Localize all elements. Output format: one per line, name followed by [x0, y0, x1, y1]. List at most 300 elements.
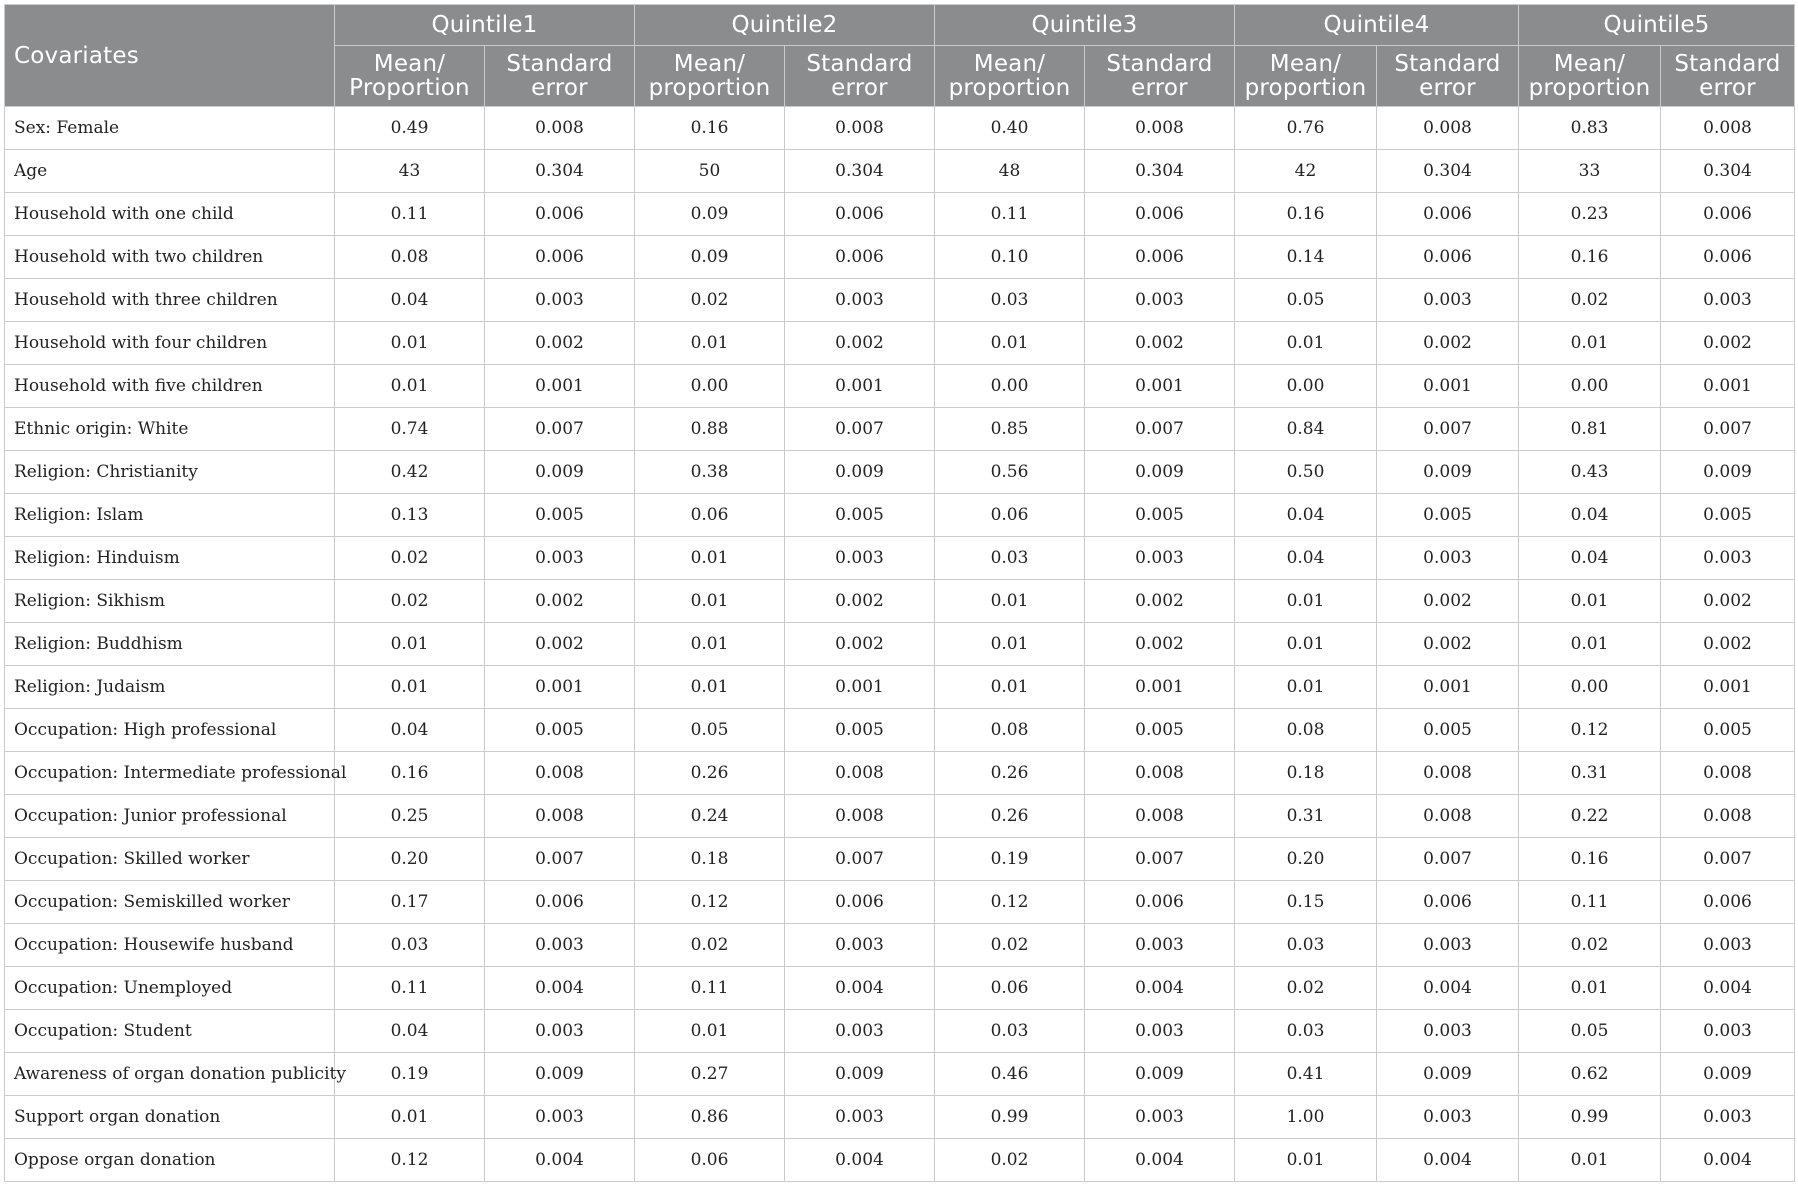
se-cell: 0.006 [1085, 236, 1235, 279]
mean-cell: 0.03 [1235, 1010, 1377, 1053]
mean-cell: 0.01 [635, 322, 785, 365]
mean-cell: 0.01 [335, 322, 485, 365]
mean-cell: 0.74 [335, 408, 485, 451]
row-label: Occupation: Student [5, 1010, 335, 1053]
se-cell: 0.304 [1085, 150, 1235, 193]
se-cell: 0.003 [1085, 279, 1235, 322]
mean-cell: 0.26 [935, 795, 1085, 838]
mean-cell: 0.27 [635, 1053, 785, 1096]
row-label: Household with three children [5, 279, 335, 322]
mean-cell: 0.03 [935, 1010, 1085, 1053]
se-cell: 0.003 [1085, 537, 1235, 580]
table-row [5, 1139, 1795, 1182]
mean-cell: 0.04 [1235, 494, 1377, 537]
mean-cell: 0.11 [935, 193, 1085, 236]
mean-cell: 0.03 [335, 924, 485, 967]
se-cell: 0.003 [1085, 924, 1235, 967]
mean-cell: 0.00 [935, 365, 1085, 408]
se-cell: 0.007 [485, 838, 635, 881]
mean-cell: 0.20 [1235, 838, 1377, 881]
mean-cell: 0.76 [1235, 107, 1377, 150]
mean-cell: 0.02 [1519, 279, 1661, 322]
se-cell: 0.001 [785, 365, 935, 408]
quintile-5-mean-header: Mean/ proportion [1519, 46, 1661, 107]
se-cell: 0.006 [785, 193, 935, 236]
table-row [5, 537, 1795, 580]
mean-cell: 0.01 [935, 666, 1085, 709]
mean-cell: 0.04 [1519, 494, 1661, 537]
se-cell: 0.008 [485, 795, 635, 838]
se-cell: 0.009 [485, 451, 635, 494]
se-cell: 0.304 [1661, 150, 1795, 193]
row-label: Household with two children [5, 236, 335, 279]
table-row [5, 795, 1795, 838]
se-cell: 0.003 [1085, 1010, 1235, 1053]
quintile-2-se-header: Standard error [785, 46, 935, 107]
mean-cell: 0.99 [1519, 1096, 1661, 1139]
row-label: Occupation: Intermediate professional [5, 752, 335, 795]
se-cell: 0.001 [785, 666, 935, 709]
table-row [5, 709, 1795, 752]
mean-cell: 0.03 [1235, 924, 1377, 967]
se-cell: 0.001 [1377, 666, 1519, 709]
se-cell: 0.003 [785, 537, 935, 580]
se-cell: 0.001 [1085, 666, 1235, 709]
mean-cell: 0.26 [935, 752, 1085, 795]
se-cell: 0.001 [1377, 365, 1519, 408]
se-cell: 0.004 [1661, 967, 1795, 1010]
mean-cell: 0.12 [335, 1139, 485, 1182]
table-row [5, 365, 1795, 408]
se-cell: 0.001 [485, 365, 635, 408]
row-label: Household with five children [5, 365, 335, 408]
mean-cell: 0.15 [1235, 881, 1377, 924]
row-label: Occupation: Semiskilled worker [5, 881, 335, 924]
mean-cell: 0.16 [335, 752, 485, 795]
se-cell: 0.001 [1661, 666, 1795, 709]
se-cell: 0.005 [785, 709, 935, 752]
mean-cell: 0.01 [335, 1096, 485, 1139]
mean-cell: 0.00 [1519, 666, 1661, 709]
mean-cell: 1.00 [1235, 1096, 1377, 1139]
quintile-2-header: Quintile2 [635, 5, 935, 46]
se-cell: 0.008 [785, 752, 935, 795]
mean-cell: 0.03 [935, 279, 1085, 322]
se-cell: 0.002 [785, 322, 935, 365]
mean-cell: 0.03 [935, 537, 1085, 580]
mean-cell: 0.02 [935, 1139, 1085, 1182]
mean-cell: 0.01 [635, 580, 785, 623]
mean-cell: 0.38 [635, 451, 785, 494]
mean-cell: 0.40 [935, 107, 1085, 150]
se-cell: 0.008 [1661, 107, 1795, 150]
se-cell: 0.009 [1085, 451, 1235, 494]
table-row [5, 838, 1795, 881]
mean-cell: 0.06 [935, 494, 1085, 537]
mean-cell: 0.01 [635, 537, 785, 580]
se-cell: 0.008 [1085, 752, 1235, 795]
se-cell: 0.009 [1377, 1053, 1519, 1096]
se-cell: 0.002 [1377, 580, 1519, 623]
mean-cell: 0.01 [1235, 580, 1377, 623]
se-cell: 0.006 [1661, 881, 1795, 924]
table-row [5, 967, 1795, 1010]
quintile-3-header: Quintile3 [935, 5, 1235, 46]
mean-cell: 0.43 [1519, 451, 1661, 494]
mean-cell: 0.01 [1519, 1139, 1661, 1182]
se-cell: 0.009 [1377, 451, 1519, 494]
se-cell: 0.003 [485, 1010, 635, 1053]
mean-cell: 0.84 [1235, 408, 1377, 451]
se-cell: 0.006 [785, 881, 935, 924]
mean-cell: 33 [1519, 150, 1661, 193]
se-cell: 0.006 [485, 881, 635, 924]
se-cell: 0.004 [1085, 1139, 1235, 1182]
mean-cell: 0.13 [335, 494, 485, 537]
mean-cell: 0.01 [1235, 666, 1377, 709]
table-row [5, 1053, 1795, 1096]
covariates-table [4, 4, 1795, 1182]
mean-cell: 0.02 [1519, 924, 1661, 967]
quintile-4-header: Quintile4 [1235, 5, 1519, 46]
se-cell: 0.002 [1377, 322, 1519, 365]
mean-cell: 0.22 [1519, 795, 1661, 838]
mean-cell: 0.49 [335, 107, 485, 150]
row-label: Support organ donation [5, 1096, 335, 1139]
table-row [5, 408, 1795, 451]
quintile-1-header: Quintile1 [335, 5, 635, 46]
mean-cell: 0.05 [1235, 279, 1377, 322]
mean-cell: 0.11 [1519, 881, 1661, 924]
row-label: Household with one child [5, 193, 335, 236]
quintile-1-se-header: Standard error [485, 46, 635, 107]
row-label: Age [5, 150, 335, 193]
table-body [5, 107, 1795, 1182]
row-label: Awareness of organ donation publicity [5, 1053, 335, 1096]
se-cell: 0.004 [785, 967, 935, 1010]
mean-cell: 0.01 [935, 580, 1085, 623]
se-cell: 0.007 [1085, 838, 1235, 881]
se-cell: 0.002 [485, 322, 635, 365]
se-cell: 0.005 [1085, 494, 1235, 537]
mean-cell: 0.16 [1235, 193, 1377, 236]
mean-cell: 0.04 [335, 709, 485, 752]
se-cell: 0.008 [1377, 107, 1519, 150]
row-label: Occupation: Unemployed [5, 967, 335, 1010]
quintile-5-se-header: Standard error [1661, 46, 1795, 107]
header-row-quintiles [5, 5, 1795, 46]
mean-cell: 0.09 [635, 193, 785, 236]
se-cell: 0.002 [1661, 322, 1795, 365]
se-cell: 0.005 [1661, 494, 1795, 537]
mean-cell: 0.02 [935, 924, 1085, 967]
mean-cell: 0.46 [935, 1053, 1085, 1096]
table-row [5, 1010, 1795, 1053]
mean-cell: 0.11 [635, 967, 785, 1010]
table-row [5, 150, 1795, 193]
table-row [5, 924, 1795, 967]
mean-cell: 0.08 [1235, 709, 1377, 752]
mean-cell: 43 [335, 150, 485, 193]
se-cell: 0.304 [1377, 150, 1519, 193]
row-label: Sex: Female [5, 107, 335, 150]
se-cell: 0.004 [1661, 1139, 1795, 1182]
table-row [5, 322, 1795, 365]
se-cell: 0.005 [485, 494, 635, 537]
se-cell: 0.006 [1377, 236, 1519, 279]
se-cell: 0.006 [1661, 193, 1795, 236]
mean-cell: 0.88 [635, 408, 785, 451]
mean-cell: 0.01 [1519, 967, 1661, 1010]
se-cell: 0.003 [485, 924, 635, 967]
se-cell: 0.002 [1085, 580, 1235, 623]
mean-cell: 0.16 [1519, 236, 1661, 279]
se-cell: 0.009 [485, 1053, 635, 1096]
se-cell: 0.009 [785, 1053, 935, 1096]
mean-cell: 0.23 [1519, 193, 1661, 236]
mean-cell: 0.01 [1235, 322, 1377, 365]
se-cell: 0.003 [785, 1010, 935, 1053]
mean-cell: 0.02 [335, 580, 485, 623]
mean-cell: 0.00 [635, 365, 785, 408]
se-cell: 0.007 [1661, 838, 1795, 881]
se-cell: 0.006 [1661, 236, 1795, 279]
mean-cell: 0.99 [935, 1096, 1085, 1139]
se-cell: 0.003 [1661, 1010, 1795, 1053]
se-cell: 0.009 [1661, 451, 1795, 494]
mean-cell: 0.10 [935, 236, 1085, 279]
se-cell: 0.006 [1085, 881, 1235, 924]
mean-cell: 0.02 [335, 537, 485, 580]
se-cell: 0.002 [1085, 623, 1235, 666]
se-cell: 0.005 [1377, 709, 1519, 752]
mean-cell: 0.16 [635, 107, 785, 150]
mean-cell: 0.08 [335, 236, 485, 279]
se-cell: 0.008 [1661, 752, 1795, 795]
mean-cell: 0.04 [1235, 537, 1377, 580]
se-cell: 0.003 [485, 1096, 635, 1139]
se-cell: 0.002 [785, 623, 935, 666]
mean-cell: 0.01 [1519, 322, 1661, 365]
mean-cell: 0.18 [1235, 752, 1377, 795]
se-cell: 0.008 [1377, 752, 1519, 795]
mean-cell: 0.02 [1235, 967, 1377, 1010]
se-cell: 0.009 [785, 451, 935, 494]
se-cell: 0.003 [1377, 537, 1519, 580]
quintile-4-mean-header: Mean/ proportion [1235, 46, 1377, 107]
se-cell: 0.304 [785, 150, 935, 193]
se-cell: 0.007 [1085, 408, 1235, 451]
se-cell: 0.008 [1377, 795, 1519, 838]
se-cell: 0.007 [1377, 408, 1519, 451]
se-cell: 0.003 [1661, 1096, 1795, 1139]
mean-cell: 0.14 [1235, 236, 1377, 279]
se-cell: 0.304 [485, 150, 635, 193]
se-cell: 0.002 [485, 580, 635, 623]
table-row [5, 107, 1795, 150]
mean-cell: 0.01 [1519, 580, 1661, 623]
mean-cell: 0.11 [335, 193, 485, 236]
mean-cell: 0.50 [1235, 451, 1377, 494]
se-cell: 0.008 [485, 752, 635, 795]
table-row [5, 494, 1795, 537]
mean-cell: 0.01 [1235, 623, 1377, 666]
mean-cell: 0.41 [1235, 1053, 1377, 1096]
se-cell: 0.003 [785, 279, 935, 322]
se-cell: 0.004 [785, 1139, 935, 1182]
se-cell: 0.004 [485, 967, 635, 1010]
se-cell: 0.003 [1661, 279, 1795, 322]
se-cell: 0.006 [485, 193, 635, 236]
mean-cell: 42 [1235, 150, 1377, 193]
mean-cell: 0.06 [935, 967, 1085, 1010]
table-row [5, 451, 1795, 494]
table-row [5, 236, 1795, 279]
mean-cell: 0.85 [935, 408, 1085, 451]
se-cell: 0.008 [1085, 107, 1235, 150]
se-cell: 0.006 [1377, 881, 1519, 924]
mean-cell: 0.06 [635, 494, 785, 537]
mean-cell: 0.01 [1235, 1139, 1377, 1182]
mean-cell: 0.04 [1519, 537, 1661, 580]
se-cell: 0.003 [1377, 279, 1519, 322]
quintile-4-se-header: Standard error [1377, 46, 1519, 107]
se-cell: 0.008 [785, 795, 935, 838]
mean-cell: 0.12 [1519, 709, 1661, 752]
se-cell: 0.003 [1377, 1010, 1519, 1053]
se-cell: 0.009 [1661, 1053, 1795, 1096]
mean-cell: 50 [635, 150, 785, 193]
mean-cell: 0.62 [1519, 1053, 1661, 1096]
mean-cell: 0.83 [1519, 107, 1661, 150]
mean-cell: 0.02 [635, 279, 785, 322]
mean-cell: 0.00 [1235, 365, 1377, 408]
se-cell: 0.005 [785, 494, 935, 537]
se-cell: 0.002 [1661, 623, 1795, 666]
table-row [5, 623, 1795, 666]
se-cell: 0.008 [1661, 795, 1795, 838]
se-cell: 0.003 [485, 537, 635, 580]
mean-cell: 0.01 [335, 666, 485, 709]
mean-cell: 0.11 [335, 967, 485, 1010]
se-cell: 0.001 [485, 666, 635, 709]
covariates-header: Covariates [5, 5, 335, 107]
mean-cell: 0.01 [635, 623, 785, 666]
mean-cell: 0.08 [935, 709, 1085, 752]
row-label: Oppose organ donation [5, 1139, 335, 1182]
se-cell: 0.003 [785, 924, 935, 967]
mean-cell: 0.01 [335, 623, 485, 666]
row-label: Religion: Christianity [5, 451, 335, 494]
mean-cell: 0.01 [635, 1010, 785, 1053]
se-cell: 0.005 [1085, 709, 1235, 752]
mean-cell: 0.01 [335, 365, 485, 408]
se-cell: 0.007 [785, 838, 935, 881]
se-cell: 0.003 [1377, 924, 1519, 967]
table-row [5, 1096, 1795, 1139]
row-label: Religion: Sikhism [5, 580, 335, 623]
row-label: Religion: Hinduism [5, 537, 335, 580]
se-cell: 0.003 [1377, 1096, 1519, 1139]
se-cell: 0.007 [485, 408, 635, 451]
mean-cell: 0.16 [1519, 838, 1661, 881]
mean-cell: 0.17 [335, 881, 485, 924]
table-row [5, 881, 1795, 924]
se-cell: 0.006 [1377, 193, 1519, 236]
mean-cell: 0.19 [935, 838, 1085, 881]
se-cell: 0.003 [785, 1096, 935, 1139]
mean-cell: 0.31 [1519, 752, 1661, 795]
mean-cell: 0.04 [335, 279, 485, 322]
se-cell: 0.004 [1377, 967, 1519, 1010]
mean-cell: 0.42 [335, 451, 485, 494]
mean-cell: 0.00 [1519, 365, 1661, 408]
se-cell: 0.005 [1377, 494, 1519, 537]
se-cell: 0.007 [1661, 408, 1795, 451]
row-label: Ethnic origin: White [5, 408, 335, 451]
mean-cell: 0.86 [635, 1096, 785, 1139]
se-cell: 0.004 [1377, 1139, 1519, 1182]
se-cell: 0.002 [485, 623, 635, 666]
mean-cell: 0.25 [335, 795, 485, 838]
se-cell: 0.004 [485, 1139, 635, 1182]
se-cell: 0.008 [485, 107, 635, 150]
row-label: Occupation: Skilled worker [5, 838, 335, 881]
mean-cell: 0.04 [335, 1010, 485, 1053]
mean-cell: 0.02 [635, 924, 785, 967]
mean-cell: 0.24 [635, 795, 785, 838]
mean-cell: 0.56 [935, 451, 1085, 494]
row-label: Occupation: Housewife husband [5, 924, 335, 967]
se-cell: 0.004 [1085, 967, 1235, 1010]
table-row [5, 580, 1795, 623]
se-cell: 0.006 [785, 236, 935, 279]
se-cell: 0.003 [485, 279, 635, 322]
mean-cell: 0.06 [635, 1139, 785, 1182]
mean-cell: 0.26 [635, 752, 785, 795]
mean-cell: 0.05 [635, 709, 785, 752]
se-cell: 0.002 [1377, 623, 1519, 666]
se-cell: 0.007 [1377, 838, 1519, 881]
row-label: Occupation: Junior professional [5, 795, 335, 838]
mean-cell: 0.81 [1519, 408, 1661, 451]
mean-cell: 48 [935, 150, 1085, 193]
se-cell: 0.005 [485, 709, 635, 752]
se-cell: 0.008 [785, 107, 935, 150]
quintile-5-header: Quintile5 [1519, 5, 1795, 46]
quintile-3-mean-header: Mean/ proportion [935, 46, 1085, 107]
mean-cell: 0.31 [1235, 795, 1377, 838]
se-cell: 0.002 [1661, 580, 1795, 623]
se-cell: 0.003 [1661, 924, 1795, 967]
mean-cell: 0.09 [635, 236, 785, 279]
quintile-1-mean-header: Mean/ Proportion [335, 46, 485, 107]
se-cell: 0.003 [1085, 1096, 1235, 1139]
se-cell: 0.008 [1085, 795, 1235, 838]
quintile-3-se-header: Standard error [1085, 46, 1235, 107]
row-label: Religion: Islam [5, 494, 335, 537]
mean-cell: 0.20 [335, 838, 485, 881]
table-header [5, 5, 1795, 107]
se-cell: 0.007 [785, 408, 935, 451]
se-cell: 0.009 [1085, 1053, 1235, 1096]
table-row [5, 752, 1795, 795]
mean-cell: 0.19 [335, 1053, 485, 1096]
row-label: Religion: Buddhism [5, 623, 335, 666]
mean-cell: 0.01 [935, 623, 1085, 666]
se-cell: 0.006 [485, 236, 635, 279]
se-cell: 0.006 [1085, 193, 1235, 236]
